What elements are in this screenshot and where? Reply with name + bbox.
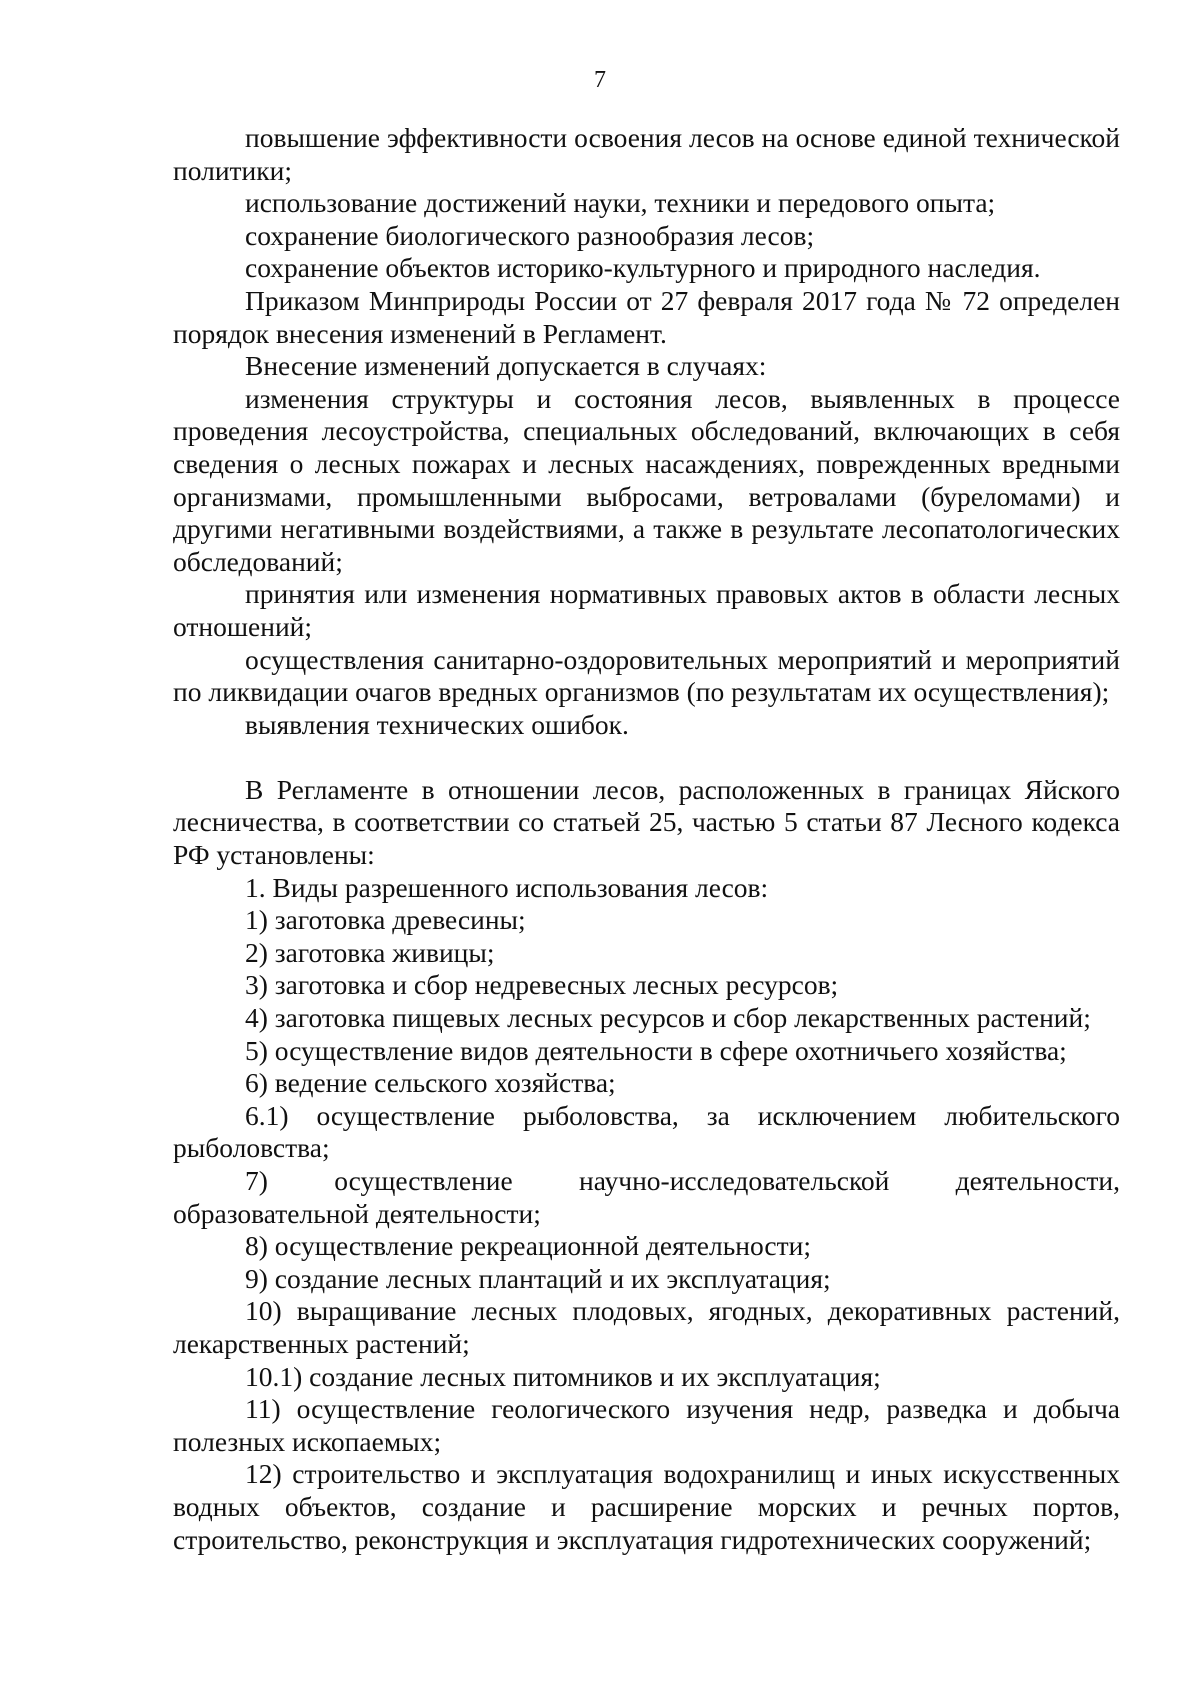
paragraph: использование достижений науки, техники и передового опыта; <box>245 187 996 219</box>
list-item: 7) осуществление научно-исследовательской деятельности, образовательной деятельности; <box>173 1165 1120 1229</box>
list-item: 10) выращивание лесных плодовых, ягодных, декоративных растений, лекарственных растений; <box>173 1295 1120 1359</box>
list-item: 8) осуществление рекреационной деятельности; <box>245 1230 812 1262</box>
list-item: 9) создание лесных плантаций и их эксплуатация; <box>245 1262 831 1294</box>
list-item: 12) строительство и эксплуатация водохранилищ и иных искусственных водных объектов, создание и расширение морских и речных портов, строительство, реконструкция и эксплуатация гидротехнических сооружений; <box>173 1458 1120 1555</box>
list-item: 5) осуществление видов деятельности в сфере охотничьего хозяйства; <box>245 1034 1067 1066</box>
paragraph: Приказом Минприроды России от 27 февраля 2017 года № 72 определен порядок внесения изменений в Регламент. <box>173 284 1120 349</box>
list-item: 11) осуществление геологического изучения недр, разведка и добыча полезных ископаемых; <box>173 1393 1120 1457</box>
list-item: 10.1) создание лесных питомников и их эксплуатация; <box>245 1360 881 1392</box>
page-number: 7 <box>594 67 606 93</box>
list-item: 6.1) осуществление рыболовства, за исключением любительского рыболовства; <box>173 1099 1120 1164</box>
paragraph: В Регламенте в отношении лесов, расположенных в границах Яйского лесничества, в соответствии со статьей 25, частью 5 статьи 87 Лесного кодекса РФ установлены: <box>173 773 1120 871</box>
paragraph: Внесение изменений допускается в случаях: <box>245 350 767 382</box>
list-item: 4) заготовка пищевых лесных ресурсов и сбор лекарственных растений; <box>245 1002 1091 1034</box>
list-item: 3) заготовка и сбор недревесных лесных ресурсов; <box>245 969 839 1001</box>
document-body <box>173 122 1120 1556</box>
paragraph: осуществления санитарно-оздоровительных мероприятий и мероприятий по ликвидации очагов вредных организмов (по результатам их осуществления); <box>173 643 1120 708</box>
list-item: 2) заготовка живицы; <box>245 936 495 968</box>
paragraph: изменения структуры и состояния лесов, выявленных в процессе проведения лесоустройства, специальных обследований, включающих в себя сведения о лесных пожарах и лесных насаждениях, поврежденных вредными организмами, промышленными выбросами, ветровалами (буреломами) и другими негативными воздействиями, а также в результате лесопатологических обследований; <box>173 382 1120 577</box>
paragraph: сохранение объектов историко-культурного и природного наследия. <box>245 252 1041 284</box>
list-item: 1) заготовка древесины; <box>245 904 526 936</box>
paragraph: выявления технических ошибок. <box>245 708 629 740</box>
paragraph: сохранение биологического разнообразия лесов; <box>245 219 815 251</box>
list-item: 6) ведение сельского хозяйства; <box>245 1067 616 1099</box>
list-heading: 1. Виды разрешенного использования лесов: <box>245 871 769 903</box>
paragraph: повышение эффективности освоения лесов на основе единой технической политики; <box>173 122 1120 186</box>
section-spacer <box>173 741 1120 774</box>
paragraph: принятия или изменения нормативных правовых актов в области лесных отношений; <box>173 578 1120 642</box>
